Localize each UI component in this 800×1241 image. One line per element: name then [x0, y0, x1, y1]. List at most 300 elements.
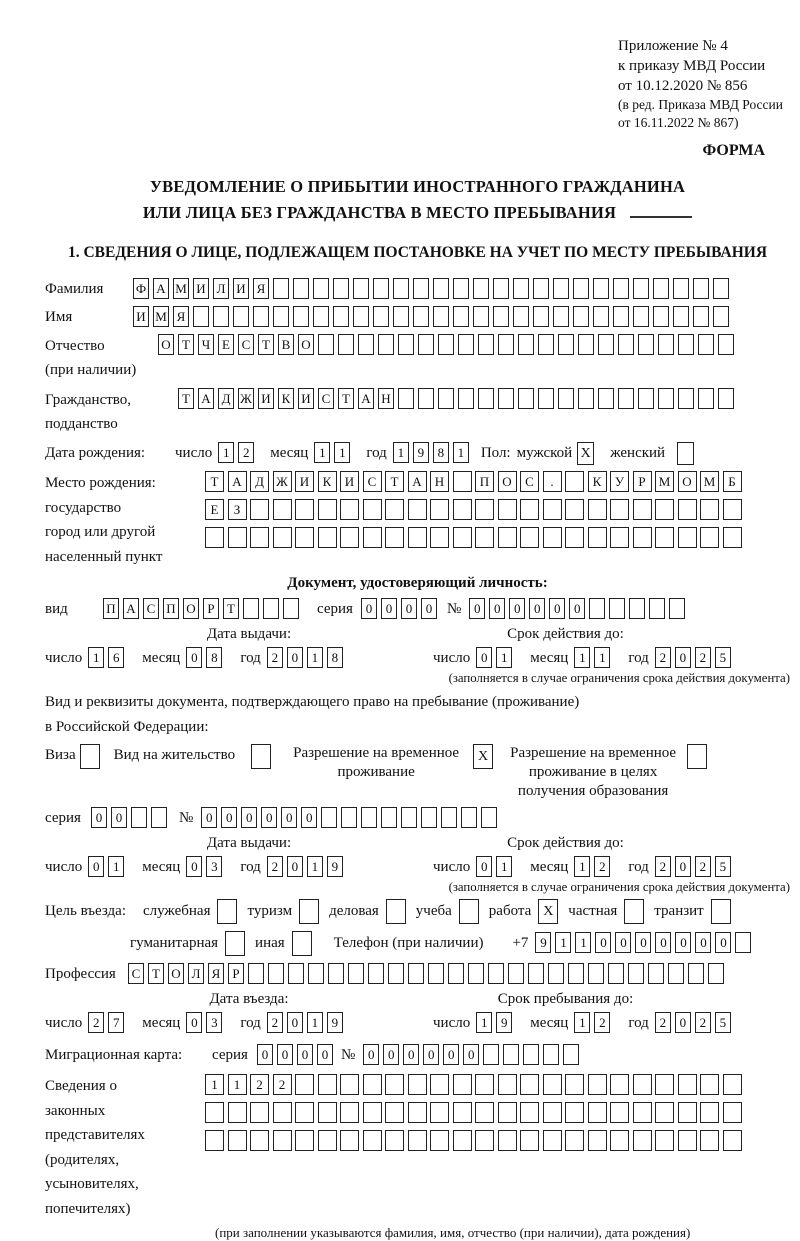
char-cell[interactable] [385, 1102, 404, 1123]
char-cell[interactable] [433, 306, 449, 327]
char-cell[interactable]: И [340, 471, 359, 492]
char-cell[interactable] [398, 388, 414, 409]
char-cell[interactable] [313, 278, 329, 299]
char-cell[interactable] [503, 1044, 519, 1065]
char-cell[interactable]: 1 [575, 932, 591, 953]
char-cell[interactable] [593, 278, 609, 299]
char-cell[interactable] [498, 388, 514, 409]
char-cell[interactable] [385, 1074, 404, 1095]
char-cell[interactable]: 9 [535, 932, 551, 953]
char-cell[interactable]: 1 [453, 442, 469, 463]
char-cell[interactable] [673, 306, 689, 327]
char-cell[interactable] [573, 306, 589, 327]
char-cell[interactable]: Е [218, 334, 234, 355]
char-cell[interactable] [433, 278, 449, 299]
char-cell[interactable]: И [298, 388, 314, 409]
char-cell[interactable] [475, 527, 494, 548]
char-cell[interactable] [333, 278, 349, 299]
char-cell[interactable] [318, 334, 334, 355]
char-cell[interactable]: 2 [695, 647, 711, 668]
char-cell[interactable] [363, 1130, 382, 1151]
char-cell[interactable] [629, 598, 645, 619]
char-cell[interactable] [723, 1074, 742, 1095]
char-cell[interactable] [678, 1074, 697, 1095]
char-cell[interactable]: 0 [317, 1044, 333, 1065]
char-cell[interactable] [633, 1130, 652, 1151]
char-cell[interactable] [408, 527, 427, 548]
char-cell[interactable] [333, 306, 349, 327]
char-cell[interactable] [441, 807, 457, 828]
char-cell[interactable]: 0 [675, 647, 691, 668]
char-cell[interactable] [353, 306, 369, 327]
char-cell[interactable]: 5 [715, 1012, 731, 1033]
char-cell[interactable] [618, 334, 634, 355]
char-cell[interactable]: 8 [206, 647, 222, 668]
purpose-business-checkbox[interactable] [386, 899, 406, 924]
char-cell[interactable] [548, 963, 564, 984]
title-blank-line[interactable] [630, 202, 692, 218]
char-cell[interactable]: И [295, 471, 314, 492]
char-cell[interactable]: 0 [301, 807, 317, 828]
char-cell[interactable]: С [128, 963, 144, 984]
char-cell[interactable]: 0 [201, 807, 217, 828]
char-cell[interactable]: 2 [238, 442, 254, 463]
char-cell[interactable] [250, 1130, 269, 1151]
char-cell[interactable]: 1 [228, 1074, 247, 1095]
char-cell[interactable]: 2 [594, 1012, 610, 1033]
char-cell[interactable]: М [655, 471, 674, 492]
char-cell[interactable] [498, 499, 517, 520]
residence-permit-checkbox[interactable] [251, 744, 271, 769]
char-cell[interactable]: Р [633, 471, 652, 492]
char-cell[interactable] [678, 334, 694, 355]
char-cell[interactable] [205, 527, 224, 548]
char-cell[interactable] [723, 1130, 742, 1151]
char-cell[interactable] [520, 1130, 539, 1151]
char-cell[interactable] [610, 1074, 629, 1095]
char-cell[interactable]: Н [430, 471, 449, 492]
char-cell[interactable] [438, 388, 454, 409]
char-cell[interactable] [398, 334, 414, 355]
char-cell[interactable] [473, 278, 489, 299]
char-cell[interactable] [693, 306, 709, 327]
char-cell[interactable]: 2 [655, 647, 671, 668]
char-cell[interactable] [373, 306, 389, 327]
char-cell[interactable] [723, 499, 742, 520]
char-cell[interactable] [658, 334, 674, 355]
char-cell[interactable] [543, 499, 562, 520]
char-cell[interactable] [588, 499, 607, 520]
char-cell[interactable] [288, 963, 304, 984]
char-cell[interactable] [408, 963, 424, 984]
char-cell[interactable]: 2 [88, 1012, 104, 1033]
char-cell[interactable] [475, 1102, 494, 1123]
char-cell[interactable] [243, 598, 259, 619]
char-cell[interactable] [708, 963, 724, 984]
char-cell[interactable] [543, 1102, 562, 1123]
char-cell[interactable] [478, 388, 494, 409]
char-cell[interactable] [520, 1102, 539, 1123]
char-cell[interactable] [295, 1074, 314, 1095]
char-cell[interactable] [588, 527, 607, 548]
char-cell[interactable]: Я [208, 963, 224, 984]
char-cell[interactable]: 1 [574, 647, 590, 668]
char-cell[interactable] [613, 278, 629, 299]
char-cell[interactable] [518, 388, 534, 409]
char-cell[interactable]: 9 [327, 856, 343, 877]
char-cell[interactable]: 0 [675, 932, 691, 953]
char-cell[interactable] [213, 306, 229, 327]
char-cell[interactable] [678, 388, 694, 409]
char-cell[interactable] [478, 334, 494, 355]
purpose-study-checkbox[interactable] [459, 899, 479, 924]
char-cell[interactable] [633, 1074, 652, 1095]
char-cell[interactable]: 0 [421, 598, 437, 619]
char-cell[interactable]: 2 [267, 856, 283, 877]
char-cell[interactable]: 0 [297, 1044, 313, 1065]
char-cell[interactable] [698, 388, 714, 409]
char-cell[interactable] [408, 1074, 427, 1095]
char-cell[interactable]: А [358, 388, 374, 409]
char-cell[interactable] [565, 471, 584, 492]
char-cell[interactable]: 0 [595, 932, 611, 953]
char-cell[interactable] [401, 807, 417, 828]
char-cell[interactable] [723, 527, 742, 548]
char-cell[interactable] [588, 963, 604, 984]
char-cell[interactable]: 0 [463, 1044, 479, 1065]
char-cell[interactable]: 3 [206, 1012, 222, 1033]
char-cell[interactable] [618, 388, 634, 409]
char-cell[interactable] [498, 1102, 517, 1123]
char-cell[interactable] [338, 334, 354, 355]
char-cell[interactable]: 0 [221, 807, 237, 828]
char-cell[interactable] [283, 598, 299, 619]
char-cell[interactable] [273, 1130, 292, 1151]
char-cell[interactable] [250, 499, 269, 520]
char-cell[interactable]: С [520, 471, 539, 492]
char-cell[interactable] [428, 963, 444, 984]
char-cell[interactable] [378, 334, 394, 355]
char-cell[interactable]: Ф [133, 278, 149, 299]
char-cell[interactable] [151, 807, 167, 828]
char-cell[interactable] [250, 527, 269, 548]
purpose-work-checkbox[interactable]: X [538, 899, 558, 924]
char-cell[interactable]: 1 [574, 856, 590, 877]
char-cell[interactable]: П [103, 598, 119, 619]
char-cell[interactable] [713, 306, 729, 327]
char-cell[interactable] [669, 598, 685, 619]
char-cell[interactable]: 0 [241, 807, 257, 828]
char-cell[interactable] [520, 527, 539, 548]
char-cell[interactable] [228, 1130, 247, 1151]
char-cell[interactable] [723, 1102, 742, 1123]
char-cell[interactable] [408, 1130, 427, 1151]
char-cell[interactable] [713, 278, 729, 299]
char-cell[interactable] [481, 807, 497, 828]
char-cell[interactable]: И [133, 306, 149, 327]
char-cell[interactable]: Я [253, 278, 269, 299]
char-cell[interactable]: 0 [715, 932, 731, 953]
char-cell[interactable] [698, 334, 714, 355]
char-cell[interactable] [658, 388, 674, 409]
char-cell[interactable] [475, 1074, 494, 1095]
char-cell[interactable]: К [588, 471, 607, 492]
char-cell[interactable]: 2 [267, 1012, 283, 1033]
char-cell[interactable] [678, 499, 697, 520]
char-cell[interactable]: А [153, 278, 169, 299]
char-cell[interactable] [318, 1074, 337, 1095]
char-cell[interactable]: О [168, 963, 184, 984]
char-cell[interactable] [568, 963, 584, 984]
char-cell[interactable] [475, 499, 494, 520]
char-cell[interactable]: 0 [88, 856, 104, 877]
char-cell[interactable] [318, 1102, 337, 1123]
char-cell[interactable] [598, 388, 614, 409]
char-cell[interactable]: 1 [314, 442, 330, 463]
char-cell[interactable] [718, 388, 734, 409]
char-cell[interactable]: 5 [715, 856, 731, 877]
char-cell[interactable] [318, 527, 337, 548]
char-cell[interactable]: А [228, 471, 247, 492]
char-cell[interactable] [308, 963, 324, 984]
char-cell[interactable]: Б [723, 471, 742, 492]
char-cell[interactable]: Т [223, 598, 239, 619]
char-cell[interactable] [523, 1044, 539, 1065]
char-cell[interactable] [388, 963, 404, 984]
char-cell[interactable]: М [700, 471, 719, 492]
char-cell[interactable] [558, 334, 574, 355]
char-cell[interactable]: 0 [383, 1044, 399, 1065]
char-cell[interactable]: 9 [496, 1012, 512, 1033]
char-cell[interactable] [248, 963, 264, 984]
char-cell[interactable]: 1 [496, 647, 512, 668]
char-cell[interactable] [483, 1044, 499, 1065]
char-cell[interactable] [273, 527, 292, 548]
char-cell[interactable] [473, 306, 489, 327]
char-cell[interactable] [430, 499, 449, 520]
char-cell[interactable]: 0 [277, 1044, 293, 1065]
char-cell[interactable]: 0 [257, 1044, 273, 1065]
char-cell[interactable]: 9 [413, 442, 429, 463]
char-cell[interactable]: 1 [476, 1012, 492, 1033]
char-cell[interactable] [613, 306, 629, 327]
char-cell[interactable] [589, 598, 605, 619]
char-cell[interactable] [341, 807, 357, 828]
char-cell[interactable]: Л [213, 278, 229, 299]
char-cell[interactable]: 0 [186, 1012, 202, 1033]
char-cell[interactable] [448, 963, 464, 984]
char-cell[interactable] [678, 1130, 697, 1151]
char-cell[interactable] [363, 527, 382, 548]
char-cell[interactable] [638, 334, 654, 355]
char-cell[interactable]: 2 [594, 856, 610, 877]
char-cell[interactable] [453, 278, 469, 299]
char-cell[interactable]: А [198, 388, 214, 409]
char-cell[interactable]: Д [250, 471, 269, 492]
char-cell[interactable] [293, 278, 309, 299]
char-cell[interactable] [678, 527, 697, 548]
char-cell[interactable]: 0 [695, 932, 711, 953]
char-cell[interactable]: 0 [111, 807, 127, 828]
char-cell[interactable]: 9 [327, 1012, 343, 1033]
char-cell[interactable] [493, 278, 509, 299]
char-cell[interactable] [430, 1074, 449, 1095]
char-cell[interactable] [461, 807, 477, 828]
char-cell[interactable]: 0 [443, 1044, 459, 1065]
char-cell[interactable]: 1 [393, 442, 409, 463]
purpose-tourism-checkbox[interactable] [299, 899, 319, 924]
char-cell[interactable] [488, 963, 504, 984]
char-cell[interactable]: О [498, 471, 517, 492]
purpose-private-checkbox[interactable] [624, 899, 644, 924]
char-cell[interactable] [453, 527, 472, 548]
char-cell[interactable] [373, 278, 389, 299]
char-cell[interactable] [353, 278, 369, 299]
char-cell[interactable]: Т [385, 471, 404, 492]
char-cell[interactable] [610, 499, 629, 520]
char-cell[interactable] [655, 1102, 674, 1123]
char-cell[interactable]: 0 [287, 647, 303, 668]
char-cell[interactable] [273, 499, 292, 520]
char-cell[interactable]: Т [148, 963, 164, 984]
char-cell[interactable] [363, 499, 382, 520]
char-cell[interactable] [458, 334, 474, 355]
char-cell[interactable]: 0 [281, 807, 297, 828]
visa-checkbox[interactable] [80, 744, 100, 769]
char-cell[interactable]: 2 [695, 856, 711, 877]
char-cell[interactable] [498, 527, 517, 548]
char-cell[interactable] [543, 1044, 559, 1065]
char-cell[interactable]: 0 [529, 598, 545, 619]
char-cell[interactable] [498, 334, 514, 355]
char-cell[interactable] [273, 306, 289, 327]
char-cell[interactable] [565, 1074, 584, 1095]
char-cell[interactable]: 2 [273, 1074, 292, 1095]
male-checkbox[interactable]: X [577, 442, 594, 465]
char-cell[interactable]: 0 [287, 1012, 303, 1033]
char-cell[interactable] [340, 1074, 359, 1095]
char-cell[interactable]: П [475, 471, 494, 492]
char-cell[interactable]: И [193, 278, 209, 299]
char-cell[interactable] [700, 499, 719, 520]
char-cell[interactable]: 1 [334, 442, 350, 463]
char-cell[interactable]: 3 [206, 856, 222, 877]
char-cell[interactable] [498, 1074, 517, 1095]
char-cell[interactable] [340, 527, 359, 548]
char-cell[interactable] [358, 334, 374, 355]
char-cell[interactable] [700, 527, 719, 548]
female-checkbox[interactable] [677, 442, 694, 465]
char-cell[interactable] [533, 278, 549, 299]
char-cell[interactable]: 1 [307, 647, 323, 668]
char-cell[interactable]: А [123, 598, 139, 619]
char-cell[interactable]: 0 [635, 932, 651, 953]
temp-permit-edu-checkbox[interactable] [687, 744, 707, 769]
char-cell[interactable] [293, 306, 309, 327]
char-cell[interactable]: 1 [555, 932, 571, 953]
char-cell[interactable] [578, 388, 594, 409]
char-cell[interactable]: Ч [198, 334, 214, 355]
char-cell[interactable] [363, 1074, 382, 1095]
char-cell[interactable]: 0 [401, 598, 417, 619]
char-cell[interactable] [588, 1102, 607, 1123]
char-cell[interactable] [250, 1102, 269, 1123]
char-cell[interactable] [700, 1102, 719, 1123]
char-cell[interactable] [361, 807, 377, 828]
char-cell[interactable] [453, 306, 469, 327]
char-cell[interactable] [633, 527, 652, 548]
char-cell[interactable] [430, 1130, 449, 1151]
char-cell[interactable] [408, 1102, 427, 1123]
char-cell[interactable]: 0 [363, 1044, 379, 1065]
char-cell[interactable] [648, 963, 664, 984]
char-cell[interactable] [673, 278, 689, 299]
char-cell[interactable] [638, 388, 654, 409]
char-cell[interactable] [430, 1102, 449, 1123]
char-cell[interactable]: 0 [381, 598, 397, 619]
char-cell[interactable] [340, 499, 359, 520]
char-cell[interactable] [438, 334, 454, 355]
char-cell[interactable]: И [233, 278, 249, 299]
char-cell[interactable] [430, 527, 449, 548]
char-cell[interactable] [553, 306, 569, 327]
char-cell[interactable]: М [173, 278, 189, 299]
char-cell[interactable] [228, 1102, 247, 1123]
char-cell[interactable]: Ж [238, 388, 254, 409]
char-cell[interactable] [205, 1102, 224, 1123]
char-cell[interactable]: Р [228, 963, 244, 984]
char-cell[interactable]: 0 [476, 856, 492, 877]
char-cell[interactable]: Д [218, 388, 234, 409]
char-cell[interactable]: Л [188, 963, 204, 984]
char-cell[interactable] [453, 471, 472, 492]
temp-permit-checkbox[interactable]: X [473, 744, 493, 769]
char-cell[interactable]: Т [338, 388, 354, 409]
char-cell[interactable] [368, 963, 384, 984]
char-cell[interactable] [649, 598, 665, 619]
char-cell[interactable] [533, 306, 549, 327]
char-cell[interactable]: 6 [108, 647, 124, 668]
char-cell[interactable] [668, 963, 684, 984]
char-cell[interactable] [653, 306, 669, 327]
char-cell[interactable] [598, 334, 614, 355]
char-cell[interactable] [295, 1102, 314, 1123]
char-cell[interactable] [633, 306, 649, 327]
char-cell[interactable]: Ж [273, 471, 292, 492]
char-cell[interactable] [468, 963, 484, 984]
char-cell[interactable] [498, 1130, 517, 1151]
char-cell[interactable]: 2 [655, 1012, 671, 1033]
purpose-other-checkbox[interactable] [292, 931, 312, 956]
char-cell[interactable] [295, 1130, 314, 1151]
char-cell[interactable]: Т [205, 471, 224, 492]
char-cell[interactable] [700, 1074, 719, 1095]
char-cell[interactable]: 8 [327, 647, 343, 668]
char-cell[interactable] [518, 334, 534, 355]
char-cell[interactable] [318, 499, 337, 520]
char-cell[interactable] [655, 527, 674, 548]
char-cell[interactable]: П [163, 598, 179, 619]
char-cell[interactable] [393, 306, 409, 327]
char-cell[interactable]: Н [378, 388, 394, 409]
char-cell[interactable] [273, 278, 289, 299]
char-cell[interactable]: Р [203, 598, 219, 619]
char-cell[interactable] [313, 306, 329, 327]
char-cell[interactable] [348, 963, 364, 984]
char-cell[interactable] [565, 527, 584, 548]
char-cell[interactable] [493, 306, 509, 327]
char-cell[interactable]: 0 [569, 598, 585, 619]
